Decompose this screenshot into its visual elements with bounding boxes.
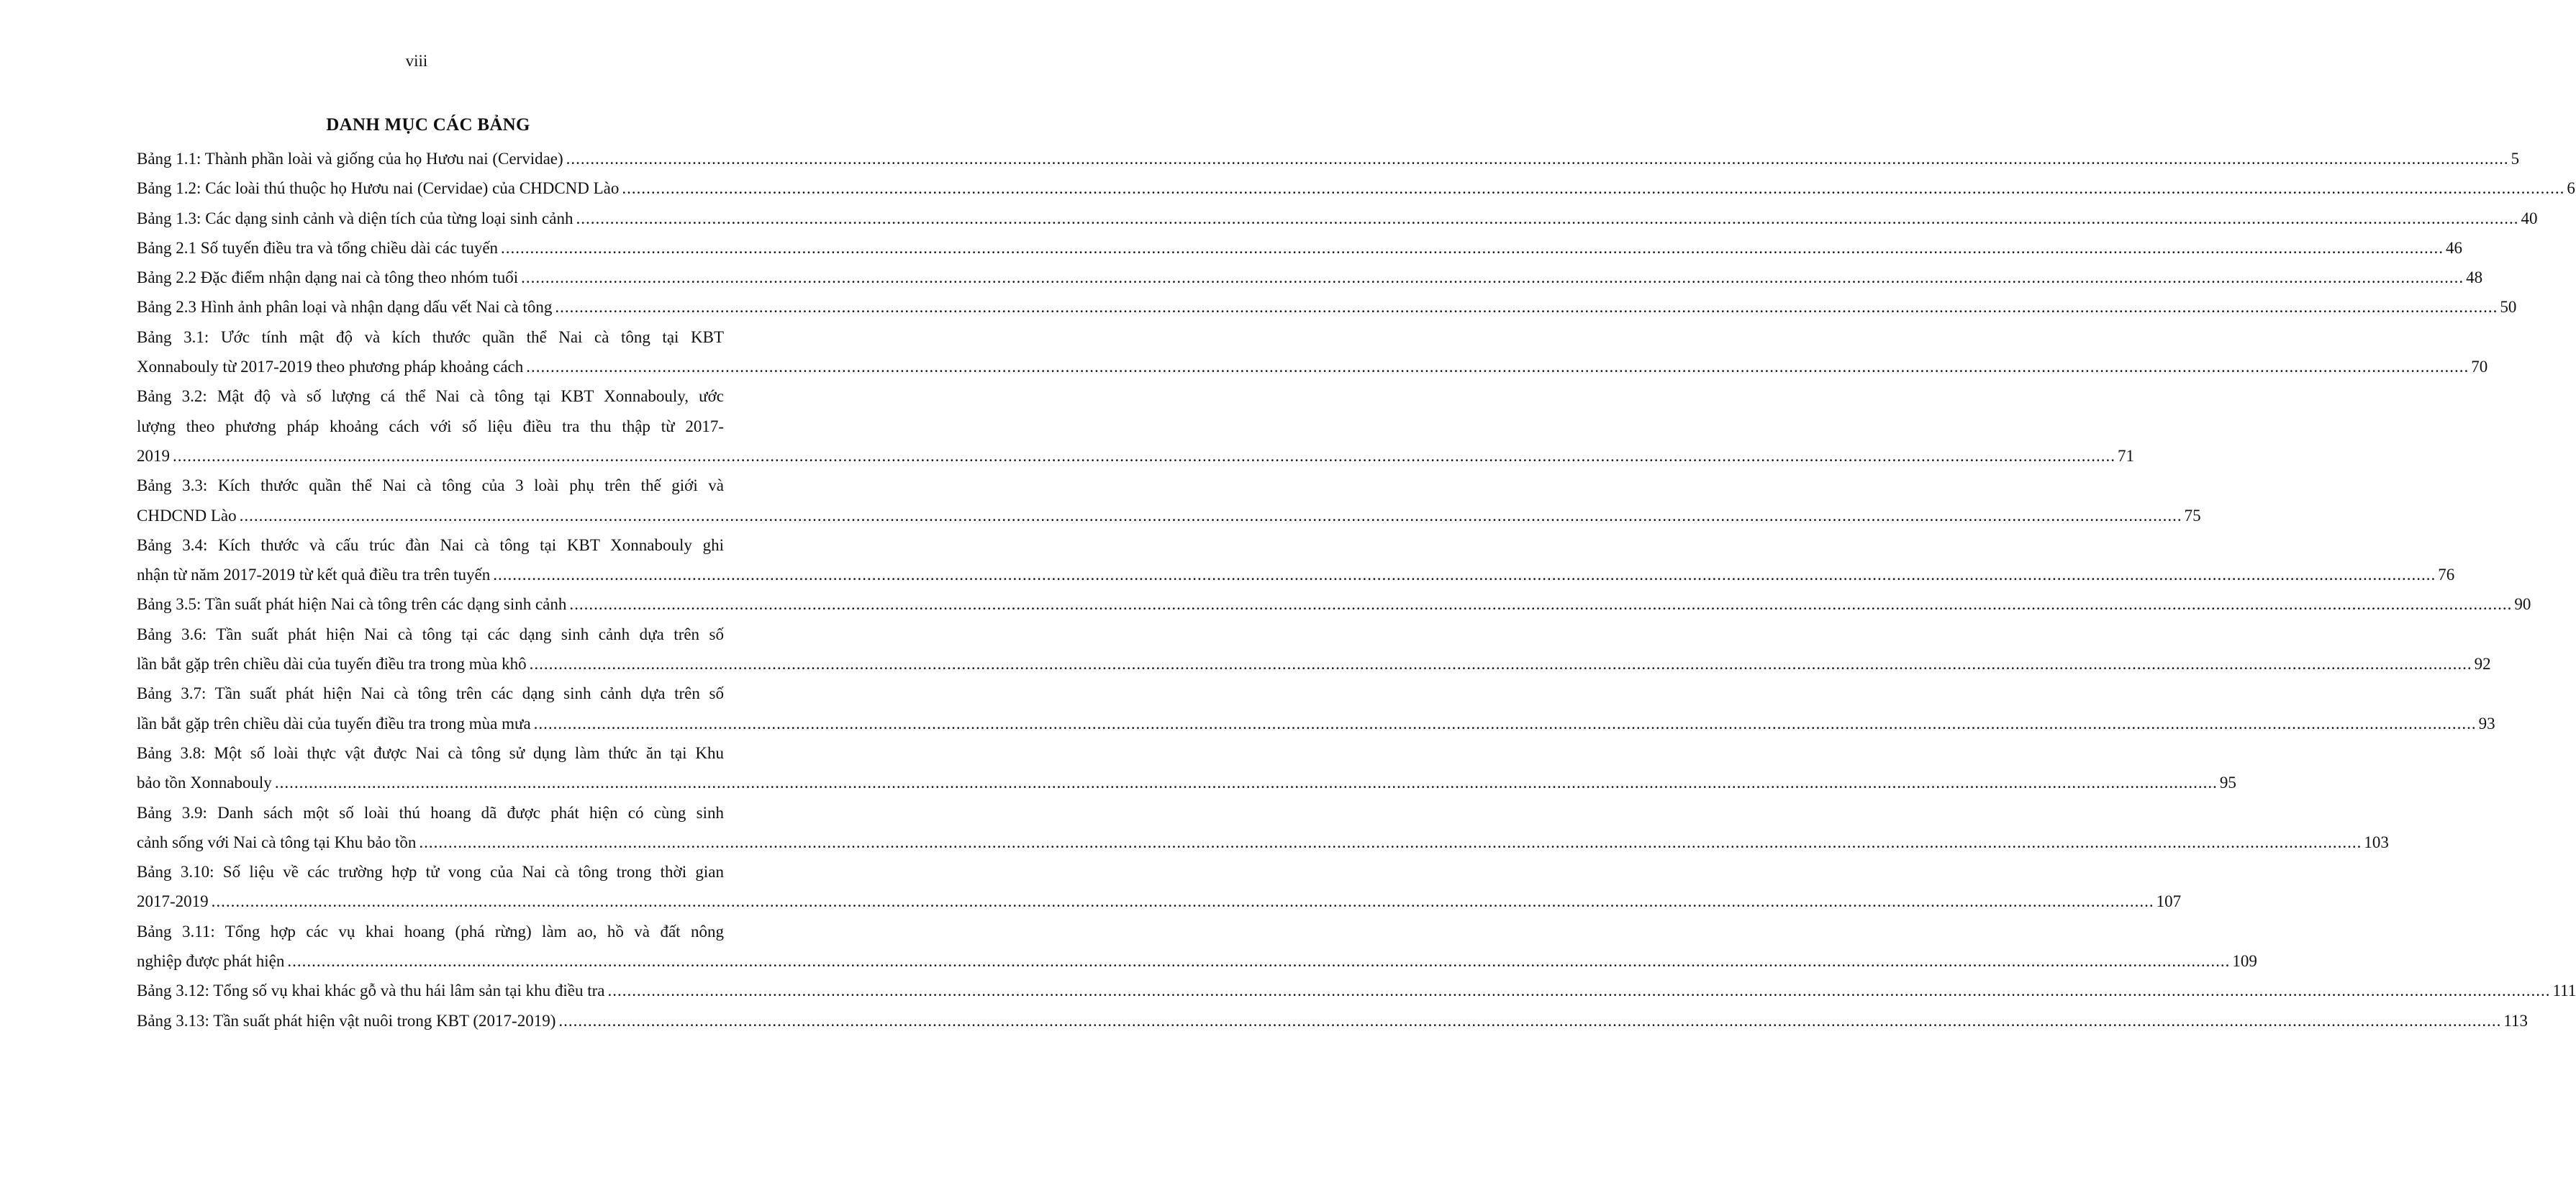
toc-entry-text: Bảng 3.12: Tổng số vụ khai khác gỗ và thu hái lâm sản tại khu điều tra bbox=[137, 982, 605, 1000]
toc-page-number: 113 bbox=[2503, 1011, 2529, 1030]
toc-entry-line bbox=[137, 204, 2538, 233]
toc-entry-text: Bảng 1.1: Thành phần loài và giống của họ Hươu nai (Cervidae) bbox=[137, 150, 563, 168]
toc-entry-text: CHDCND Lào bbox=[137, 506, 237, 525]
toc-entry-line bbox=[137, 976, 2576, 1005]
toc-entry-text: Bảng 3.7: Tần suất phát hiện Nai cà tông trên các dạng sinh cảnh dựa trên số bbox=[137, 684, 724, 703]
toc-entry-text: Bảng 3.4: Kích thước và cấu trúc đàn Nai cà tông tại KBT Xonnabouly ghi bbox=[137, 535, 724, 554]
toc-page-number: 95 bbox=[2219, 774, 2236, 792]
toc-entry-text: Bảng 3.1: Ước tính mật độ và kích thước quần thể Nai cà tông tại KBT bbox=[137, 327, 724, 346]
toc-entry[interactable] bbox=[137, 798, 2389, 858]
dot-leader: ................................................................................................................................................................................................................................................................................................................................................................................................................ bbox=[569, 595, 2513, 614]
toc-entry-text: Bảng 2.1 Số tuyến điều tra và tổng chiều dài các tuyến bbox=[137, 238, 499, 257]
toc-entry-line bbox=[137, 828, 2389, 857]
page-title: DANH MỤC CÁC BẢNG bbox=[326, 115, 530, 135]
toc-entry[interactable] bbox=[137, 738, 2236, 798]
toc-page-number: 46 bbox=[2446, 238, 2463, 257]
toc-entry[interactable] bbox=[137, 1006, 2529, 1036]
toc-entry[interactable] bbox=[137, 620, 2491, 679]
toc-entry[interactable] bbox=[137, 857, 2182, 917]
toc-page-number: 76 bbox=[2438, 566, 2455, 584]
toc-entry-line bbox=[137, 1006, 2529, 1036]
toc-entry-line bbox=[137, 352, 2488, 381]
toc-page-number: 109 bbox=[2232, 952, 2257, 971]
toc-page-number: 75 bbox=[2184, 506, 2201, 525]
toc-entry[interactable] bbox=[137, 173, 2575, 203]
toc-entry-text: lượng theo phương pháp khoảng cách với số liệu điều tra thu thập từ 2017- bbox=[137, 417, 724, 435]
toc-entry-line bbox=[137, 144, 2520, 173]
toc-page-number: 70 bbox=[2471, 358, 2488, 376]
dot-leader: ................................................................................................................................................................................................................................................................................................................................................................................................................ bbox=[555, 298, 2498, 317]
dot-leader: ................................................................................................................................................................................................................................................................................................................................................................................................................ bbox=[493, 566, 2436, 584]
toc-entry[interactable] bbox=[137, 976, 2576, 1005]
dot-leader: ................................................................................................................................................................................................................................................................................................................................................................................................................ bbox=[274, 774, 2218, 792]
toc-entry[interactable] bbox=[137, 204, 2538, 233]
toc-page-number: 71 bbox=[2118, 446, 2134, 465]
toc-entry-text: nghiệp được phát hiện bbox=[137, 952, 285, 971]
toc-entry-line bbox=[137, 292, 2517, 322]
toc-entry-text: Bảng 3.13: Tần suất phát hiện vật nuôi trong KBT (2017-2019) bbox=[137, 1011, 556, 1030]
toc-entry[interactable] bbox=[137, 263, 2483, 292]
toc-entry[interactable] bbox=[137, 144, 2520, 173]
dot-leader: ................................................................................................................................................................................................................................................................................................................................................................................................................ bbox=[526, 358, 2470, 376]
toc-entry-text: Xonnabouly từ 2017-2019 theo phương pháp khoảng cách bbox=[137, 358, 524, 376]
toc-entry-line bbox=[137, 441, 2134, 471]
toc-entry-text: Bảng 3.5: Tần suất phát hiện Nai cà tông trên các dạng sinh cảnh bbox=[137, 595, 567, 614]
toc-entry-line bbox=[137, 709, 2495, 738]
toc-entry-line bbox=[137, 501, 2201, 530]
toc-page-number: 90 bbox=[2514, 595, 2531, 614]
toc-entry[interactable] bbox=[137, 471, 2201, 530]
toc-entry-text: Bảng 3.11: Tổng hợp các vụ khai hoang (phá rừng) làm ao, hồ và đất nông bbox=[137, 922, 724, 941]
toc-entry-text: Bảng 3.2: Mật độ và số lượng cá thể Nai cà tông tại KBT Xonnabouly, ước bbox=[137, 387, 724, 406]
toc-entry-text: lần bắt gặp trên chiều dài của tuyến điều tra trong mùa khô bbox=[137, 655, 527, 674]
toc-entry-text: nhận từ năm 2017-2019 từ kết quả điều tra trên tuyến bbox=[137, 566, 491, 584]
toc-entry-line bbox=[137, 649, 2491, 679]
page-number: viii bbox=[405, 52, 428, 70]
toc-page-number: 40 bbox=[2521, 209, 2538, 227]
toc-entry[interactable] bbox=[137, 292, 2517, 322]
toc-entry-text: cảnh sống với Nai cà tông tại Khu bảo tồn bbox=[137, 833, 417, 851]
toc-entry[interactable] bbox=[137, 679, 2495, 738]
dot-leader: ................................................................................................................................................................................................................................................................................................................................................................................................................ bbox=[529, 655, 2472, 674]
toc-entry[interactable] bbox=[137, 589, 2531, 619]
toc-entry-text: Bảng 3.9: Danh sách một số loài thú hoang dã được phát hiện có cùng sinh bbox=[137, 803, 724, 822]
toc-entry-text: Bảng 3.6: Tần suất phát hiện Nai cà tông tại các dạng sinh cảnh dựa trên số bbox=[137, 625, 724, 643]
toc-page-number: 6 bbox=[2567, 179, 2575, 198]
toc-entry-line bbox=[137, 173, 2575, 203]
toc-entry[interactable] bbox=[137, 381, 2134, 471]
toc-entry-text: lần bắt gặp trên chiều dài của tuyến điều tra trong mùa mưa bbox=[137, 714, 531, 733]
dot-leader: ................................................................................................................................................................................................................................................................................................................................................................................................................ bbox=[521, 268, 2464, 287]
toc-page-number: 93 bbox=[2478, 714, 2495, 733]
toc-entry-line bbox=[137, 263, 2483, 292]
toc-page-number: 5 bbox=[2511, 150, 2520, 168]
dot-leader: ................................................................................................................................................................................................................................................................................................................................................................................................................ bbox=[607, 982, 2551, 1000]
toc-page-number: 92 bbox=[2474, 655, 2491, 674]
toc-entry-text: Bảng 1.3: Các dạng sinh cảnh và diện tích của từng loại sinh cảnh bbox=[137, 209, 573, 227]
toc-entry-text: Bảng 2.2 Đặc điểm nhận dạng nai cà tông theo nhóm tuổi bbox=[137, 268, 519, 287]
toc-entry-text: bảo tồn Xonnabouly bbox=[137, 774, 272, 792]
toc-entry-text: Bảng 2.3 Hình ảnh phân loại và nhận dạng dấu vết Nai cà tông bbox=[137, 298, 553, 317]
toc-entry[interactable] bbox=[137, 917, 2257, 977]
toc-entry-line bbox=[137, 233, 2463, 263]
dot-leader: ................................................................................................................................................................................................................................................................................................................................................................................................................ bbox=[173, 446, 2115, 465]
toc-page-number: 111 bbox=[2552, 982, 2576, 1000]
table-list bbox=[137, 144, 2576, 1036]
dot-leader: ................................................................................................................................................................................................................................................................................................................................................................................................................ bbox=[622, 179, 2565, 198]
toc-entry[interactable] bbox=[137, 322, 2488, 382]
dot-leader: ................................................................................................................................................................................................................................................................................................................................................................................................................ bbox=[576, 209, 2519, 227]
toc-page-number: 107 bbox=[2156, 892, 2182, 911]
toc-entry[interactable] bbox=[137, 530, 2455, 590]
dot-leader: ................................................................................................................................................................................................................................................................................................................................................................................................................ bbox=[501, 238, 2444, 257]
toc-entry-line bbox=[137, 887, 2182, 916]
dot-leader: ................................................................................................................................................................................................................................................................................................................................................................................................................ bbox=[211, 892, 2154, 911]
toc-entry-text: 2017-2019 bbox=[137, 892, 209, 911]
toc-page-number: 103 bbox=[2364, 833, 2389, 851]
toc-entry-line bbox=[137, 946, 2257, 976]
toc-entry-text: 2019 bbox=[137, 446, 170, 465]
dot-leader: ................................................................................................................................................................................................................................................................................................................................................................................................................ bbox=[239, 506, 2182, 525]
toc-page-number: 48 bbox=[2466, 268, 2483, 287]
dot-leader: ................................................................................................................................................................................................................................................................................................................................................................................................................ bbox=[287, 952, 2231, 971]
dot-leader: ................................................................................................................................................................................................................................................................................................................................................................................................................ bbox=[533, 714, 2477, 733]
toc-entry-line bbox=[137, 560, 2455, 589]
toc-entry-line bbox=[137, 589, 2531, 619]
dot-leader: ................................................................................................................................................................................................................................................................................................................................................................................................................ bbox=[566, 150, 2509, 168]
dot-leader: ................................................................................................................................................................................................................................................................................................................................................................................................................ bbox=[558, 1011, 2502, 1030]
dot-leader: ................................................................................................................................................................................................................................................................................................................................................................................................................ bbox=[419, 833, 2362, 851]
toc-page-number: 50 bbox=[2500, 298, 2517, 317]
toc-entry-text: Bảng 3.3: Kích thước quần thể Nai cà tông của 3 loài phụ trên thế giới và bbox=[137, 476, 724, 495]
toc-entry-line bbox=[137, 768, 2236, 797]
toc-entry-text: Bảng 3.8: Một số loài thực vật được Nai cà tông sử dụng làm thức ăn tại Khu bbox=[137, 743, 724, 762]
toc-entry[interactable] bbox=[137, 233, 2463, 263]
toc-entry-text: Bảng 1.2: Các loài thú thuộc họ Hươu nai (Cervidae) của CHDCND Lào bbox=[137, 179, 620, 198]
toc-entry-text: Bảng 3.10: Số liệu về các trường hợp tử vong của Nai cà tông trong thời gian bbox=[137, 863, 724, 882]
